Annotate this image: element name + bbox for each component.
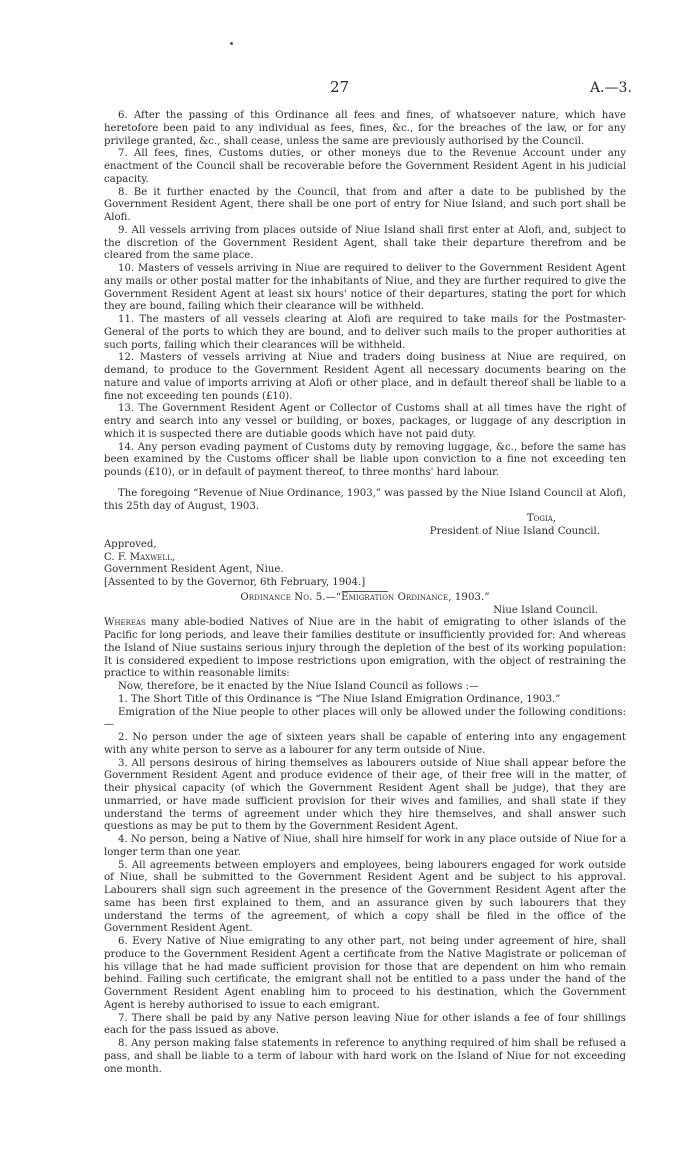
heading-title: Emigration Ordinance (341, 591, 449, 603)
section-paragraph: 1. The Short Title of this Ordinance is “The Niue Island Emigration Ordinance, 1903.” (118, 693, 561, 705)
section-paragraph: 8. Be it further enacted by the Council, that from and after a date to be published by the Government Resident Agent, there shall be one port of entry for Niue Island, and such port shall be Alofi. (104, 186, 626, 223)
page-number: 27 (330, 78, 350, 96)
section-paragraph: 6. After the passing of this Ordinance all fees and fines, of whatsoever nature, which have heretofore been paid to any individual as fees, fines, &c., for the breaches of the law, or for any privilege granted, &c., shall cease, unless the same are previously authorised by the Council. (104, 110, 626, 147)
section-paragraph: 9. All vessels arriving from places outside of Niue Island shall first enter at Alofi, and, subject to the discretion of the Government Resident Agent, shall take their departure therefrom and be cleared from the same place. (104, 224, 626, 262)
conditions-paragraph: Emigration of the Niue people to other places will only be allowed under the following conditions:— (104, 706, 626, 731)
section-paragraph: 3. All persons desirous of hiring themselves as labourers outside of Niue shall appear before the Government Resident Agent and produce evidence of their age, of their free will in the matter, of their physical capacity (of which the Government Resident Agent shall be judge), that they are unmarried, or have made sufficient provision for their wives and families, and shall state if they understand the terms of agreement under which they hire themselves, and shall answer such questions as may be put to them by the Government Resident Agent. (104, 757, 626, 833)
section-paragraph: 14. Any person evading payment of Customs duty by removing luggage, &c., before the same has been examined by the Customs officer shall be liable upon conviction to a fine not exceeding ten pounds (£10), or in default of payment thereof, to three months' hard labour. (104, 441, 626, 478)
section-paragraph: 7. There shall be paid by any Native person leaving Niue for other islands a fee of four shillings each for the pass issued as above. (104, 1012, 626, 1037)
section-paragraph: 2. No person under the age of sixteen years shall be capable of entering into any engagement with any white person to serve as a labourer for any term outside of Niue. (104, 732, 626, 756)
document-reference: A.—3. (590, 80, 632, 96)
section-paragraph: 4. No person, being a Native of Niue, shall hire himself for work in any place outside of Niue for a longer term than one year. (104, 834, 626, 858)
section-paragraph: 11. The masters of all vessels clearing at Alofi are required to take mails for the Postmaster-General of the ports to which they are bound, and to deliver such mails to the proper authorities at such ports, failing which their clearances will be withheld. (104, 314, 626, 351)
ordinance-heading (104, 592, 626, 605)
preamble-text: many able-bodied Natives of Niue are in the habit of emigrating to other islands of the Pacific for long periods, and leave their families destitute or insufficiently provided for: And whereas the Island of Niue sustains serious injury through the depletion of the best of its working population: It is considered expedient to impose restrictions upon emigration, with the object of restraining the practice to within reasonable limits: (104, 617, 627, 680)
section-paragraph: 8. Any person making false statements in reference to anything required of him shall be refused a pass, and shall be liable to a term of labour with hard work on the Island of Niue for not exceeding one month. (104, 1038, 626, 1075)
approved-label: Approved, (104, 538, 157, 550)
assent-note: [Assented to by the Governor, 6th February, 1904.] (104, 577, 366, 588)
heading-prefix: Ordinance No. 5.—“ (240, 591, 342, 603)
agent-title: Government Resident Agent, Niue. (104, 564, 284, 576)
whereas-word: Whereas (104, 617, 146, 629)
president-name: Togia, (526, 513, 556, 525)
section-paragraph: 6. Every Native of Niue emigrating to any other part, not being under agreement of hire, shall produce to the Government Resident Agent a certificate from the Native Magistrate or policeman of his village that he had made sufficient provision for those that are dependent on him who remain behind. Failing such certificate, the emigrant shall not be entitled to a pass under the hand of the Government Resident Agent enabling him to proceed to his destination, which the Government Agent is hereby authorised to issue to each emigrant. (104, 936, 626, 1011)
enactment-clause: Now, therefore, be it enacted by the Niue Island Council as follows :— (118, 681, 480, 692)
preamble (104, 617, 626, 681)
heading-suffix: , 1903.” (448, 591, 490, 603)
document-body (104, 110, 626, 1076)
section-paragraph: 5. All agreements between employers and employees, being labourers engaged for work outside of Niue, shall be submitted to the Government Resident Agent and be subject to his approval. Labourers shall sign such agreement in the presence of the Government Resident Agent after the same has been first explained to them, and an assurance given by such labourers that they understand the terms of the agreement, of which a copy shall be filed in the office of the Government Resident Agent. (104, 859, 626, 935)
stray-mark (230, 42, 233, 45)
passed-statement: The foregoing “Revenue of Niue Ordinance, 1903,” was passed by the Niue Island Council at Alofi, this 25th day of August, 1903. (104, 487, 626, 512)
agent-name: C. F. Maxwell, (104, 551, 175, 563)
section-paragraph: 10. Masters of vessels arriving in Niue are required to deliver to the Government Resident Agent any mails or other postal matter for the inhabitants of Niue, and they are further required to give the Government Resident Agent at least six hours' notice of their departures, stating the port for which they are bound, failing which their clearance will be withheld. (104, 263, 626, 313)
council-name: Niue Island Council. (493, 604, 598, 616)
section-paragraph: 7. All fees, fines, Customs duties, or other moneys due to the Revenue Account under any enactment of the Council shall be recoverable before the Government Resident Agent in his judicial capacity. (104, 148, 626, 185)
president-title: President of Niue Island Council. (429, 526, 600, 537)
section-paragraph: 12. Masters of vessels arriving at Niue and traders doing business at Niue are required, on demand, to produce to the Government Resident Agent all necessary documents bearing on the nature and value of imports arriving at Alofi or other place, and in default thereof shall be liable to a fine not exceeding ten pounds (£10). (104, 352, 626, 402)
section-paragraph: 13. The Government Resident Agent or Collector of Customs shall at all times have the right of entry and search into any vessel or building, or boxes, packages, or luggage of any description in which it is suspected there are dutiable goods which have not paid duty. (104, 403, 626, 440)
